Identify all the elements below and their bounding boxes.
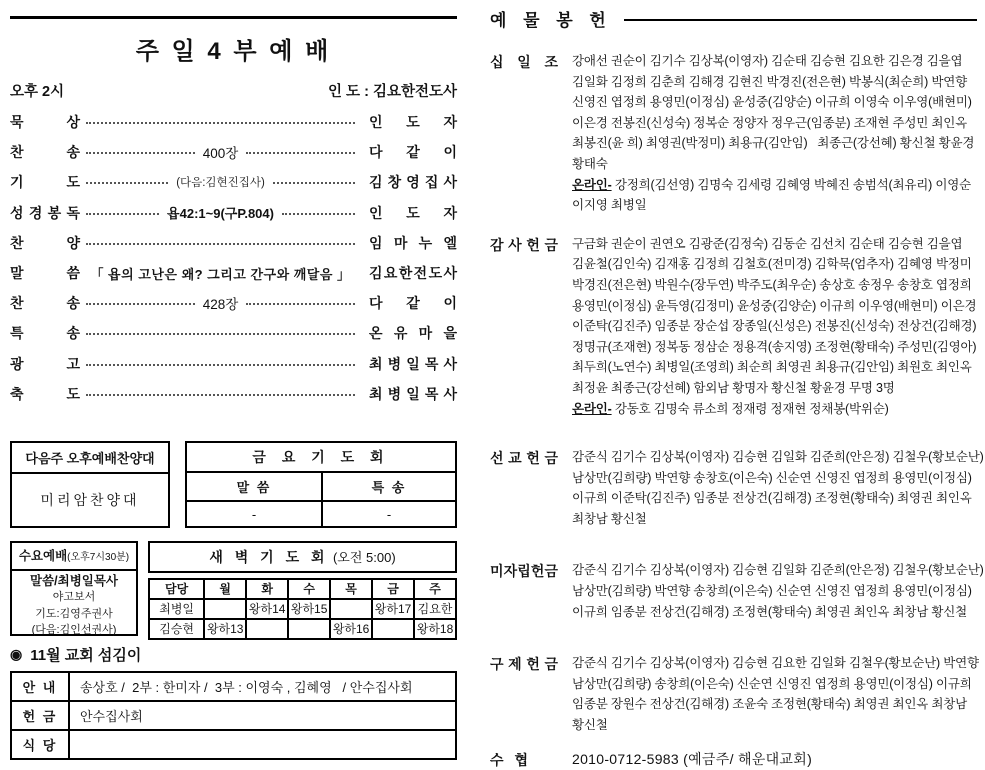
worship-item-label: [10, 112, 80, 132]
wednesday-service-title: 수요예배: [18, 548, 68, 563]
char: 금: [544, 450, 558, 467]
sermon-title: 「 욥의 고난은 왜? 그리고 간구와 깨달음 」: [90, 266, 351, 282]
offering-name-line: 이은경 전봉진(신성숙) 정복순 정양자 정우근(임종분) 조재현 주성민 최인옥: [572, 115, 968, 130]
char: 헌: [526, 236, 540, 253]
char: 다: [369, 144, 383, 161]
offering-name-line: 감준식 김기수 김상복(이영자) 김승현 김일화 김준희(안은정) 김철우(황보순난): [572, 450, 984, 465]
char: 송: [66, 325, 80, 342]
char: 찬: [10, 295, 24, 312]
wednesday-detail-line: (다음:김인선권사): [31, 624, 117, 637]
info-boxes-row-1: [10, 441, 457, 528]
char: 다: [369, 295, 383, 312]
serving-table-body: [11, 672, 456, 759]
char: 찬: [10, 234, 24, 251]
worship-item-detail: (다음:김현진집사): [176, 177, 265, 190]
char: 사: [443, 385, 457, 402]
dawn-table-cell: [330, 599, 372, 619]
dawn-table-cell: 왕하14: [246, 599, 288, 619]
dawn-col-header: 월: [204, 579, 246, 599]
offering-name-line: 온라인- 강정희(김선영) 김명숙 김세령 김혜영 박혜진 송범석(최유리) 이영순: [572, 177, 971, 192]
char: 자: [443, 204, 458, 221]
char: 협: [514, 751, 529, 768]
friday-prayer-grid: [187, 473, 455, 526]
service-time: 오후 2시: [10, 84, 65, 100]
dawn-col-header: 목: [330, 579, 372, 599]
char: 교: [508, 450, 522, 467]
offering-name-line: 이규희 임종분 전상건(김해경) 조정현(황태숙) 최영권 최인옥 최창남 황신철: [572, 604, 968, 619]
offering-name-line: 최정윤 최종근(강선혜) 함외남 황명자 황신철 황윤경 무명 3명: [572, 380, 895, 395]
serving-row-value: [69, 730, 456, 759]
char: 누: [418, 234, 433, 251]
char: 온: [369, 325, 383, 342]
char: 도: [66, 174, 80, 191]
offering-name-line: 최두희(노연수) 최병일(조영희) 최순희 최영권 최용규(김안임) 최원호 최인옥: [572, 360, 972, 375]
choir-box-header: 다음주 오후예배찬양대: [12, 443, 168, 474]
char: 요: [383, 265, 398, 282]
offering-name-line: 온라인- 강동호 김명숙 류소희 정재령 정재현 정채봉(박위순): [572, 401, 889, 416]
char: 봉: [47, 204, 62, 221]
worship-item-label: [10, 323, 80, 343]
dawn-col-header: 화: [246, 579, 288, 599]
offering-section-label: [490, 749, 558, 770]
offering-name-line: 이규희 이준탁(김진주) 임종분 전상건(김해경) 조정현(황태숙) 최영권 최인옥: [572, 491, 972, 506]
char: 금: [544, 236, 558, 253]
char: 도: [66, 385, 80, 402]
char: 사: [443, 265, 457, 282]
dawn-col-header: 담당: [149, 579, 204, 599]
char: 양: [66, 234, 80, 251]
worship-item-label: [10, 384, 80, 404]
worship-row: [10, 379, 457, 409]
char: 독: [66, 204, 80, 221]
worship-item-person: [369, 354, 457, 374]
char: 수: [490, 751, 504, 768]
wednesday-service-header: [12, 543, 136, 571]
dotted-leader: [86, 182, 168, 184]
dawn-table-body: [149, 599, 456, 639]
dawn-table-cell: 왕하17: [372, 599, 414, 619]
char: 인: [369, 114, 383, 131]
char: 도: [406, 114, 420, 131]
char: 자: [503, 563, 518, 580]
dawn-table-cell: [372, 619, 414, 639]
char: 전: [413, 265, 428, 282]
bank-account-line: 2010-0712-5983 (예금주/ 해운대교회): [572, 750, 813, 767]
char: 헌: [526, 656, 540, 673]
serving-row: [11, 701, 456, 730]
dawn-table-cell: 왕하15: [288, 599, 330, 619]
worship-row: [10, 167, 457, 197]
char: 씀: [66, 265, 80, 282]
offering-name-line: 이준탁(김진주) 임종분 장순섭 장종일(신성은) 전봉진(신성숙) 전상건(김해경): [572, 319, 977, 334]
wednesday-service-box: [10, 541, 138, 636]
char: 송: [66, 144, 80, 161]
dawn-table-header-row: [149, 579, 456, 599]
char: 영: [406, 174, 420, 191]
dawn-prayer-box: [148, 541, 457, 636]
offering-section: [490, 653, 977, 735]
worship-row: [10, 198, 457, 228]
char: 금: [544, 563, 558, 580]
offering-name-line: 최봉진(윤 희) 최영권(박정미) 최용규(김안임) 최종근(강선혜) 황신철 황윤경: [572, 136, 975, 151]
dawn-table-row: [149, 599, 456, 619]
dawn-col-header: 주: [414, 579, 456, 599]
char: 목: [424, 385, 439, 402]
serving-row: [11, 672, 456, 701]
offering-name-line: 신영진 엽정희 용영민(이정심) 윤성중(김양순) 이규희 이영숙 이우영(배현미): [572, 95, 972, 110]
worship-row: [10, 288, 457, 318]
serving-row-value: 송상호 / 2부 : 한미자 / 3부 : 이영숙 , 김혜영 / 안수집사회: [69, 672, 456, 701]
dawn-table-cell: 김승현: [149, 619, 204, 639]
offering-section: [490, 447, 984, 529]
worship-item-person: [369, 172, 457, 192]
offering-name-line: 임종분 장원수 전상건(김해경) 조윤숙 조정현(황태숙) 최영권 최인옥 최창남: [572, 697, 968, 712]
service-leader: 인 도 : 김요한전도사: [328, 84, 457, 100]
char: 같: [406, 295, 420, 312]
char: 사: [443, 174, 457, 191]
worship-row: [10, 107, 457, 137]
online-prefix: 온라인-: [572, 177, 612, 192]
char: 창: [387, 174, 402, 191]
info-boxes-row-2: [10, 541, 457, 636]
friday-val-special-song: -: [321, 502, 455, 526]
worship-item-person: [369, 384, 457, 404]
worship-item-label: [10, 233, 80, 253]
worship-row: [10, 318, 457, 348]
dawn-table-cell: 최병일: [149, 599, 204, 619]
offering-name-line: 구금화 권순이 권연오 김광준(김정숙) 김동순 김선치 김순태 김승현 김을엽: [572, 236, 963, 251]
dawn-prayer-header: [148, 541, 457, 573]
dawn-table-cell: [288, 619, 330, 639]
worship-item-detail: 욥42:1~9(구P.804): [167, 206, 274, 222]
dawn-table-cell: 왕하13: [204, 619, 246, 639]
offering-name-line: 용영민(이정심) 윤득영(김정미) 윤성중(김양순) 이규희 이우영(배현미) 이은경: [572, 298, 977, 313]
friday-col-special-song: 특 송: [321, 473, 455, 503]
wednesday-detail-line: 말씀/최병일목사: [30, 573, 118, 588]
worship-item-person: [369, 142, 457, 162]
serving-row-label: 식 당: [11, 730, 69, 759]
char: 구: [490, 656, 504, 673]
char: 인: [369, 204, 383, 221]
dotted-leader: [86, 152, 195, 154]
char: 고: [66, 355, 80, 372]
char: 성: [10, 204, 24, 221]
char: 일: [406, 385, 420, 402]
worship-item-label: [10, 203, 80, 223]
worship-item-person: [369, 263, 457, 283]
dotted-leader: [246, 303, 355, 305]
char: 말: [10, 265, 24, 282]
dotted-leader: [86, 303, 195, 305]
offering-section-label: [490, 560, 558, 622]
char: 유: [393, 325, 408, 342]
offering-section-label: [490, 51, 558, 216]
page-title: 주 일 4 부 예 배: [135, 38, 332, 65]
char: 일: [406, 355, 420, 372]
dawn-prayer-title: 새 벽 기 도 회: [209, 548, 329, 565]
dotted-leader: [86, 333, 355, 335]
dawn-table-cell: [204, 599, 246, 619]
char: 자: [443, 114, 457, 131]
char: 최: [369, 355, 383, 372]
char: 사: [443, 355, 457, 372]
dotted-leader: [273, 182, 355, 184]
dawn-table-cell: [246, 619, 288, 639]
offering-name-line: 정명규(조재현) 정복동 정삼순 정용격(송지영) 조정현(황태숙) 주성민(김영아): [572, 339, 977, 354]
dotted-leader: [86, 364, 355, 366]
offering-name-lines: [572, 653, 979, 735]
friday-val-sermon: -: [251, 506, 257, 522]
char: 십: [490, 54, 504, 70]
service-time-row: [10, 80, 457, 101]
dawn-table-cell: 왕하16: [330, 619, 372, 639]
dotted-leader: [246, 152, 355, 154]
offerings-heading-rule: [624, 19, 977, 21]
char: 특: [10, 325, 24, 342]
offering-name-lines: [572, 447, 984, 529]
char: 병: [387, 355, 402, 372]
dawn-prayer-table: [148, 578, 457, 640]
char: 같: [406, 144, 420, 161]
worship-item-label: [10, 263, 80, 283]
serving-table: [10, 671, 457, 760]
dawn-table-cell: 왕하18: [414, 619, 456, 639]
offering-name-line: 남상만(김희량) 박연향 송창호(이은숙) 신순연 신영진 엽정희 용영민(이정심): [572, 470, 972, 485]
offering-section-label: [490, 234, 558, 419]
worship-item-person: [369, 293, 457, 313]
char: 목: [424, 355, 439, 372]
offering-section-label: [490, 653, 558, 735]
dawn-table-row: [149, 619, 456, 639]
char: 축: [10, 385, 24, 402]
char: 립: [517, 563, 531, 580]
dotted-leader: [86, 122, 355, 124]
dawn-table-cell: 김요한: [414, 599, 456, 619]
worship-item-label: [10, 172, 80, 192]
char: 엘: [443, 234, 457, 251]
char: 김: [369, 174, 383, 191]
offerings-sections: [490, 51, 984, 770]
char: 최: [369, 385, 383, 402]
worship-order-column: [10, 8, 457, 760]
char: 병: [387, 385, 402, 402]
char: 헌: [530, 563, 545, 580]
char: 집: [424, 174, 439, 191]
char: 사: [508, 236, 522, 253]
serving-row-label: 헌 금: [11, 701, 69, 730]
serving-row: [11, 730, 456, 759]
dotted-leader: [86, 243, 355, 245]
char: 이: [443, 295, 458, 312]
char: 임: [369, 234, 383, 251]
offering-name-line: 강애선 권순이 김기수 김상복(이영자) 김순태 김승현 김요한 김은경 김을엽: [572, 54, 963, 68]
offering-name-lines: [572, 51, 977, 216]
wednesday-service-details: [12, 571, 136, 639]
worship-item-label: [10, 142, 80, 162]
offering-section: [490, 749, 977, 770]
worship-item-label: [10, 293, 80, 313]
worship-item-person: [369, 323, 457, 343]
char: 을: [443, 325, 457, 342]
char: 감: [490, 236, 504, 253]
worship-item-detail: 428장: [202, 297, 239, 313]
worship-item-detail: 400장: [202, 146, 239, 162]
char: 한: [398, 265, 413, 282]
char: 찬: [10, 144, 24, 161]
offering-name-line: 이지영 최병일: [572, 198, 647, 213]
wednesday-detail-line: 야고보서: [52, 591, 96, 604]
serving-heading-text: 11월 교회 섬김이: [30, 646, 142, 664]
friday-col-sermon: 말 씀: [187, 473, 321, 503]
char: 미: [490, 563, 504, 580]
char: 일: [517, 54, 531, 70]
char: 제: [508, 656, 522, 673]
char: 헌: [526, 450, 540, 467]
worship-row: [10, 228, 457, 258]
char: 마: [393, 234, 408, 251]
choir-box-value: 미리암찬양대: [40, 491, 140, 508]
offering-section: [490, 560, 984, 622]
serving-row-label: 안 내: [11, 672, 69, 701]
worship-order-list: [10, 107, 457, 409]
friday-prayer-title: 금 요 기 도 회: [187, 443, 455, 473]
offering-name-lines: [572, 560, 984, 622]
offering-name-line: 황태숙: [572, 156, 608, 171]
dotted-leader: [282, 213, 355, 215]
char: 조: [544, 54, 558, 70]
char: 선: [490, 450, 504, 467]
offering-name-line: 남상만(김희량) 송창희(이은숙) 신순연 신영진 엽정희 용영민(이정심) 이규희: [572, 676, 972, 691]
offerings-heading: [490, 6, 977, 31]
wednesday-service-time: (오후7시30분): [67, 551, 130, 563]
offering-section-label: [490, 447, 558, 529]
friday-prayer-box: [185, 441, 457, 528]
char: 송: [66, 295, 80, 312]
online-prefix: 온라인-: [572, 401, 612, 416]
offering-name-line: 감준식 김기수 김상복(이영자) 김승현 김요한 김일화 김철우(황보순난) 박연향: [572, 656, 979, 671]
worship-item-label: [10, 354, 80, 374]
wednesday-detail-line: 기도:김영주권사: [35, 607, 113, 620]
offering-name-line: 김일화 김정희 김춘희 김해경 김현진 박경진(전은현) 박봉식(최순희) 박연향: [572, 74, 968, 89]
offerings-column: [490, 6, 984, 770]
worship-item-person: [369, 203, 457, 223]
offering-name-line: 남상만(김희량) 박연향 송창희(이은숙) 신순연 신영진 엽정희 용영민(이정심): [572, 584, 972, 599]
char: 광: [10, 355, 24, 372]
worship-row: [10, 349, 457, 379]
char: 도: [406, 204, 420, 221]
char: 도: [428, 265, 443, 282]
worship-item-person: [369, 112, 457, 132]
char: 마: [418, 325, 433, 342]
dawn-prayer-time: (오전 5:00): [332, 549, 396, 565]
serving-row-value: 안수집사회: [69, 701, 456, 730]
offering-name-line: 박경진(전은현) 박원수(장두연) 박주도(최우순) 송상호 송정우 송창호 엽정희: [572, 277, 972, 292]
serving-section-heading: [10, 644, 457, 665]
dotted-leader: [86, 394, 355, 396]
char: 금: [544, 656, 558, 673]
top-divider: [10, 16, 457, 19]
dotted-leader: [86, 213, 159, 215]
offering-section: [490, 234, 977, 419]
worship-row: [10, 258, 457, 288]
char: 김: [369, 265, 383, 282]
offering-name-lines: [572, 234, 977, 419]
worship-item-person: [369, 233, 457, 253]
offering-name-lines: [572, 749, 977, 770]
offering-section: [490, 51, 977, 216]
offering-name-line: 감준식 김기수 김상복(이영자) 김승현 김일화 김준희(안은정) 김철우(황보순난): [572, 563, 984, 578]
offering-name-line: 최창남 황신철: [572, 511, 647, 526]
char: 상: [66, 114, 80, 131]
offerings-heading-text: 예 물 봉 헌: [490, 11, 612, 30]
char: 묵: [10, 114, 24, 131]
dawn-col-header: 수: [288, 579, 330, 599]
char: 기: [10, 174, 24, 191]
offering-name-line: 황신철: [572, 718, 608, 733]
dawn-col-header: 금: [372, 579, 414, 599]
char: 이: [443, 144, 458, 161]
next-week-choir-box: [10, 441, 170, 528]
char: 경: [28, 204, 43, 221]
offering-name-line: 김윤철(김인숙) 김재홍 김정희 김철호(전미경) 김학묵(엄추자) 김혜영 박정미: [572, 257, 972, 272]
bullet-icon: ◉: [10, 645, 23, 662]
worship-row: [10, 137, 457, 167]
